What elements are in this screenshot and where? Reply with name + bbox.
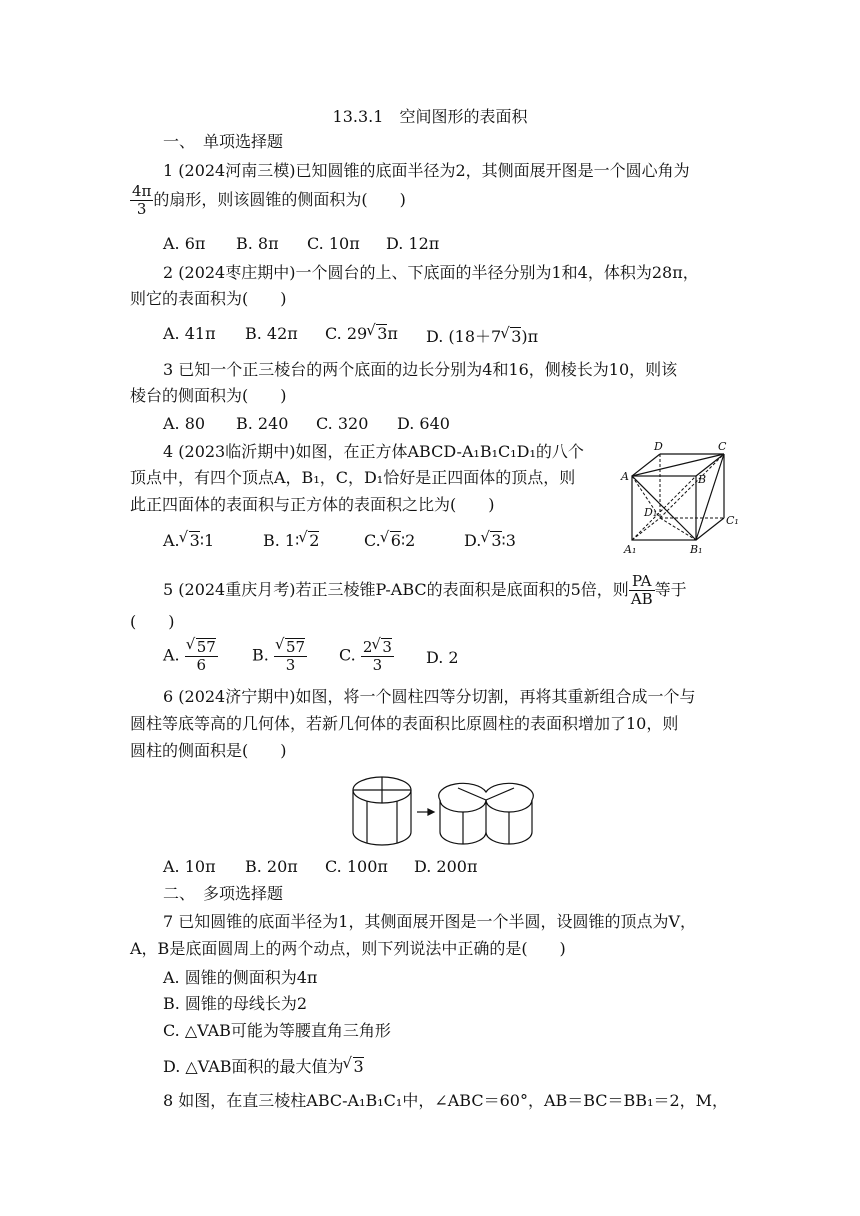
question-6-option-a[interactable]: A. 10π: [163, 857, 216, 876]
question-1-text: 1 (2024河南三模)已知圆锥的底面半径为2，其侧面展开图是一个圆心角为: [163, 161, 690, 180]
question-7-option-c[interactable]: C. △VAB可能为等腰直角三角形: [163, 1021, 391, 1040]
question-1-option-c[interactable]: C. 10π: [307, 234, 360, 253]
sqrt: √ 3: [510, 327, 521, 345]
cylinder-figure: [348, 770, 548, 850]
fraction: √ $\frac{57}{6}$: [185, 638, 218, 674]
question-3-continuation: 棱台的侧面积为( ): [130, 386, 287, 405]
question-2-option-d[interactable]: D. (18＋7√ 3)π: [426, 324, 538, 347]
question-6-continuation: 圆柱等底等高的几何体，若新几何体的表面积比原圆柱的表面积增加了10，则: [130, 714, 679, 733]
vertex-label-d1: D₁: [644, 506, 658, 519]
question-4-continuation: 顶点中，有四个顶点A，B₁，C，D₁恰好是正四面体的顶点，则: [130, 468, 576, 487]
fraction: $\frac{PA}{AB}$: [630, 572, 653, 608]
sqrt: √ 3: [376, 324, 387, 342]
cube-figure: [618, 438, 742, 556]
section-heading-multiple-choice: 二、 多项选择题: [163, 884, 284, 903]
question-3-option-a[interactable]: A. 80: [163, 414, 206, 433]
vertex-label-a1: A₁: [624, 543, 637, 556]
vertex-label-a: A: [621, 470, 629, 483]
question-5-continuation: ( ): [130, 612, 175, 631]
fraction: √ $\frac{57}{3}$: [274, 638, 307, 674]
question-2-continuation: 则它的表面积为( ): [130, 289, 287, 308]
section-heading-single-choice: 一、 单项选择题: [163, 132, 284, 151]
sqrt: √ 3: [189, 531, 200, 549]
question-7-option-b[interactable]: B. 圆锥的母线长为2: [163, 994, 308, 1013]
fraction: $\frac{2√ 3}{3}$: [361, 638, 394, 674]
fraction: $\frac{4\pi}{3}$: [132, 182, 152, 218]
sqrt: √ 2: [308, 531, 319, 549]
question-6-option-b[interactable]: B. 20π: [245, 857, 298, 876]
question-5-option-d[interactable]: D. 2: [426, 648, 459, 667]
question-7-option-d[interactable]: D. △VAB面积的最大值为√ 3: [163, 1054, 364, 1077]
vertex-label-b: B: [698, 473, 707, 486]
question-4-option-b[interactable]: B. 1∶√ 2: [263, 531, 319, 550]
question-1-continuation: $\frac{4\pi}{3}$ 的扇形，则该圆锥的侧面积为( ): [132, 182, 406, 218]
question-6-text: 6 (2024济宁期中)如图，将一个圆柱四等分切割，再将其重新组合成一个与: [163, 687, 696, 706]
vertex-label-d: D: [654, 440, 663, 453]
question-3-option-c[interactable]: C. 320: [316, 414, 369, 433]
sqrt: √ 3: [353, 1057, 364, 1075]
sqrt: √ 6: [390, 531, 401, 549]
question-5-option-b[interactable]: B. √ $\frac{57}{3}$: [252, 638, 307, 674]
sqrt: √ 3: [490, 531, 501, 549]
question-2-option-c[interactable]: C. 29√ 3π: [325, 324, 398, 343]
question-4-option-c[interactable]: C.√ 6∶2: [364, 531, 415, 550]
question-4-text: 4 (2023临沂期中)如图，在正方体ABCD-A₁B₁C₁D₁的八个: [163, 442, 584, 461]
question-7-continuation: A，B是底面圆周上的两个动点，则下列说法中正确的是( ): [130, 939, 566, 958]
question-1-option-d[interactable]: D. 12π: [386, 234, 440, 253]
question-5-option-c[interactable]: C. $\frac{2√ 3}{3}$: [339, 638, 394, 674]
question-4-option-a[interactable]: A.√ 3∶1: [163, 531, 214, 550]
question-1-option-a[interactable]: A. 6π: [163, 234, 206, 253]
question-1-option-b[interactable]: B. 8π: [236, 234, 279, 253]
question-4-option-d[interactable]: D.√ 3∶3: [464, 531, 516, 550]
question-4-continuation: 此正四面体的表面积与正方体的表面积之比为( ): [130, 495, 495, 514]
question-3-text: 3 已知一个正三棱台的两个底面的边长分别为4和16，侧棱长为10，则该: [163, 360, 678, 379]
vertex-label-b1: B₁: [690, 543, 703, 556]
page-title: 13.3.1 空间图形的表面积: [332, 107, 528, 126]
question-7-option-a[interactable]: A. 圆锥的侧面积为4π: [163, 968, 318, 987]
question-2-option-b[interactable]: B. 42π: [245, 324, 298, 343]
vertex-label-c1: C₁: [726, 514, 739, 527]
question-5-option-a[interactable]: A. √ $\frac{57}{6}$: [163, 638, 218, 674]
question-3-option-b[interactable]: B. 240: [236, 414, 289, 433]
question-6-option-d[interactable]: D. 200π: [414, 857, 478, 876]
question-3-option-d[interactable]: D. 640: [397, 414, 450, 433]
question-2-option-a[interactable]: A. 41π: [163, 324, 216, 343]
question-7-text: 7 已知圆锥的底面半径为1，其侧面展开图是一个半圆，设圆锥的顶点为V，: [163, 912, 697, 931]
vertex-label-c: C: [718, 440, 727, 453]
question-6-option-c[interactable]: C. 100π: [325, 857, 388, 876]
question-5-text: 5 (2024重庆月考)若正三棱锥P-ABC的表面积是底面积的5倍，则 $\frac{PA}{AB}$ 等于: [163, 572, 687, 608]
question-6-continuation: 圆柱的侧面积是( ): [130, 741, 287, 760]
question-8-text: 8 如图，在直三棱柱ABC-A₁B₁C₁中，∠ABC＝60°，AB＝BC＝BB₁＝2，M，: [163, 1091, 729, 1110]
question-2-text: 2 (2024枣庄期中)一个圆台的上、下底面的半径分别为1和4，体积为28π，: [163, 263, 699, 282]
